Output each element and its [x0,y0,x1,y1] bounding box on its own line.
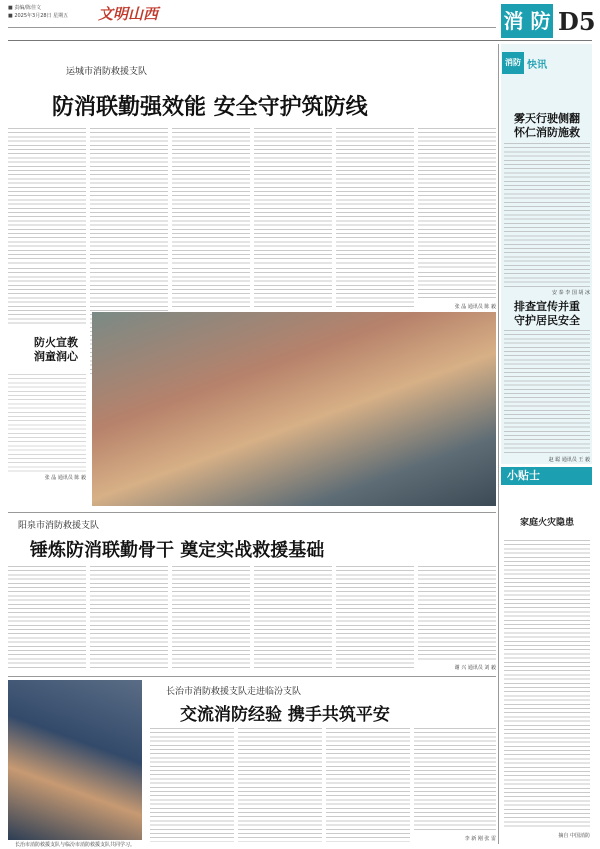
yangquan-body-col2 [90,566,168,670]
main-article-body-col5 [336,128,414,264]
main-article-body-col3b [172,268,250,308]
main-article-body-col5b [336,268,414,308]
yangquan-headline: 锤炼防消联勤骨干 奠定实战救援基础 [30,540,325,561]
flash-item2-author: 赵 聪 通讯员 王 毅 [548,457,590,463]
main-article-body-col1 [8,128,86,264]
section-label: 消 防 [501,4,553,38]
main-article-body-col3 [172,128,250,264]
page-number: D5 [558,7,596,36]
changzhi-body-col4 [414,728,496,832]
yangquan-author: 谢 兴 通讯员 刘 毅 [454,665,496,671]
changzhi-headline: 交流消防经验 携手共筑平安 [180,705,390,725]
changzhi-body-col2 [238,728,322,842]
changzhi-body-col3 [326,728,410,842]
tips-subhead: 家庭火灾隐患 [519,518,574,528]
main-article-author: 张 晶 通讯员 陈 毅 [454,304,496,310]
main-article-body-col2 [90,128,168,264]
yangquan-body-col5 [336,566,414,670]
flash-logo: 消防 [502,52,524,74]
tips-source: 摘自 中国消防 [558,833,590,839]
flash-sub-label: 快讯 [527,60,547,71]
header-meta-editor: ■ 责编/陈佳文 [8,5,41,11]
main-article-headline: 防消联勤强效能 安全守护筑防线 [52,95,368,120]
exchange-photo-caption: 长治市消防救援支队与临汾市消防救援支队共同学习。 [14,842,135,848]
tips-title: 小贴士 [501,467,592,485]
changzhi-body-col1 [150,728,234,842]
yangquan-body-col3 [172,566,250,670]
masthead-logo: 文明山西 [98,5,159,23]
exchange-photo [8,680,142,840]
fire-safety-photo [92,312,496,506]
main-article-body-col6 [418,128,496,268]
flash-item1-author: 安 泰 李 国 胡 冰 [552,290,590,296]
photo-story-body [8,374,86,472]
flash-item1-title: 雾天行驶侧翻 怀仁消防施救 [514,112,580,139]
flash-item2-title: 排查宣传并重 守护居民安全 [514,300,580,327]
yangquan-body-col1 [8,566,86,670]
yangquan-body-col4 [254,566,332,670]
main-article-body-col4 [254,128,332,264]
main-article-body-col1b [8,268,86,326]
flash-item1-body [504,143,590,287]
main-article-kicker: 运城市消防救援支队 [66,67,148,77]
changzhi-kicker: 长治市消防救援支队走进临汾支队 [166,687,302,697]
changzhi-author: 李 新 刚 张 雷 [464,836,496,842]
tips-body [504,540,590,828]
photo-story-subhead: 防火宣教 润童润心 [34,336,78,363]
photo-story-author: 张 晶 通讯员 陈 毅 [44,475,86,481]
yangquan-body-col6 [418,566,496,662]
header-meta-date: ■ 2025年3月28日 星期五 [8,13,69,19]
main-article-body-col4b [254,268,332,308]
flash-item2-body [504,330,590,454]
yangquan-kicker: 阳泉市消防救援支队 [18,521,100,531]
main-article-body-col6b [418,272,496,300]
